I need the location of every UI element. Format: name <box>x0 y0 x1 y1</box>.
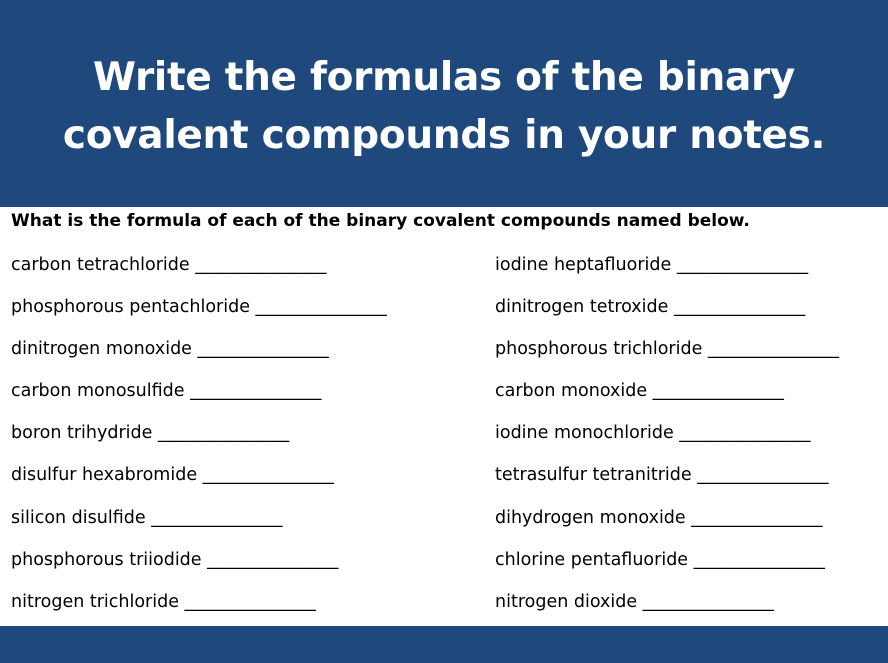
left-compound-list <box>11 251 387 630</box>
question-text: What is the formula of each of the binary covalent compounds named below. <box>11 211 750 231</box>
footer-bar <box>0 626 888 663</box>
list-item: disulfur hexabromide _______________ <box>11 465 334 486</box>
list-item: silicon disulfide _______________ <box>11 507 283 528</box>
list-item: dinitrogen tetroxide _______________ <box>495 297 806 318</box>
list-item: dinitrogen monoxide _______________ <box>11 339 329 360</box>
list-item: nitrogen trichloride _______________ <box>11 591 316 612</box>
title-line-2: covalent compounds in your notes. <box>62 112 826 158</box>
list-item: chlorine pentafluoride _______________ <box>495 549 825 570</box>
list-item: carbon monoxide _______________ <box>495 381 784 402</box>
list-item: phosphorous triiodide _______________ <box>11 549 339 570</box>
list-item: carbon monosulfide _______________ <box>11 381 322 402</box>
list-item: phosphorous trichloride _______________ <box>495 339 840 360</box>
list-item: dihydrogen monoxide _______________ <box>495 507 823 528</box>
right-compound-list <box>495 251 839 630</box>
list-item: nitrogen dioxide _______________ <box>495 591 774 612</box>
list-item: iodine monochloride _______________ <box>495 423 811 444</box>
list-item: phosphorous pentachloride _______________ <box>11 297 387 318</box>
list-item: tetrasulfur tetranitride _______________ <box>495 465 829 486</box>
list-item: iodine heptafluoride _______________ <box>495 255 809 275</box>
list-item: carbon tetrachloride _______________ <box>11 255 327 275</box>
title-line-1: Write the formulas of the binary <box>92 54 796 100</box>
list-item: boron trihydride _______________ <box>11 423 290 444</box>
title-banner <box>0 0 888 207</box>
